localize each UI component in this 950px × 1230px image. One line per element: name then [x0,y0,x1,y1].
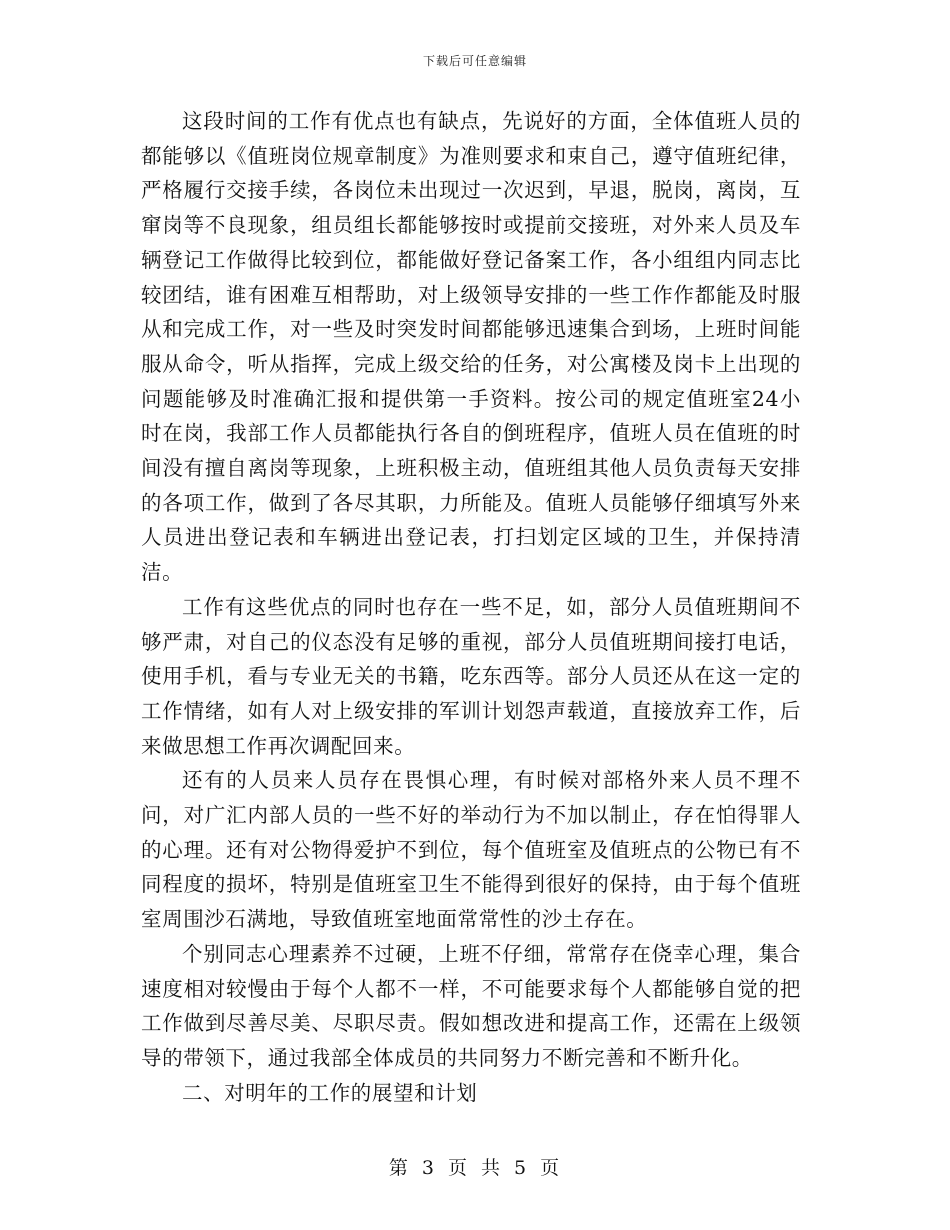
section-heading-next-year-plan: 二、对明年的工作的展望和计划 [182,1080,478,1105]
page-number-footer: 第 3 页 共 5 页 [388,1157,562,1179]
page-header-note: 下载后可任意编辑 [422,54,527,68]
document-body [141,104,801,1110]
paragraph-fear-and-property: 还有的人员来人员存在畏惧心理，有时候对部格外来人员不理不问，对广汇内部人员的一些不好的举动行为不加以制止，存在怕得罪人的心理。还有对公物得爱护不到位，每个值班室及值班点的公物已有不同程度的损坏，特别是值班室卫生不能得到很好的保持，由于每个值班室周围沙石满地，导致值班室地面常常性的沙土存在。 [141,768,801,932]
paragraph-strengths: 这段时间的工作有优点也有缺点，先说好的方面，全体值班人员的都能够以《值班岗位规章制度》为准则要求和束自己，遵守值班纪律，严格履行交接手续，各岗位未出现过一次迟到，早退，脱岗，离岗，互窜岗等不良现象，组员组长都能够按时或提前交接班，对外来人员及车辆登记工作做得比较到位，都能做好登记备案工作，各小组组内同志比较团结，谁有困难互相帮助，对上级领导安排的一些工作作都能及时服从和完成工作，对一些及时突发时间都能够迅速集合到场，上班时间能服从命令，听从指挥，完成上级交给的任务，对公寓楼及岗卡上出现的问题能够及时准确汇报和提供第一手资料。按公司的规定值班室24小时在岗，我部工作人员都能执行各自的倒班程序，值班人员在值班的时间没有擅自离岗等现象，上班积极主动，值班组其他人员负责每天安排的各项工作，做到了各尽其职，力所能及。值班人员能够仔细填写外来人员进出登记表和车辆进出登记表，打扫划定区域的卫生，并保持清洁。 [141,109,801,585]
paragraph-individual-issues: 个别同志心理素养不过硬，上班不仔细，常常存在侥幸心理，集合速度相对较慢由于每个人都不一样，不可能要求每个人都能够自觉的把工作做到尽善尽美、尽职尽责。假如想改进和提高工作，还需在上级领导的带领下，通过我部全体成员的共同努力不断完善和不断升化。 [141,941,801,1070]
paragraph-shortcomings: 工作有这些优点的同时也存在一些不足，如，部分人员值班期间不够严肃，对自己的仪态没有足够的重视，部分人员值班期间接打电话，使用手机，看与专业无关的书籍，吃东西等。部分人员还从在这一定的工作情绪，如有人对上级安排的军训计划怨声载道，直接放弃工作，后来做思想工作再次调配回来。 [141,594,801,758]
